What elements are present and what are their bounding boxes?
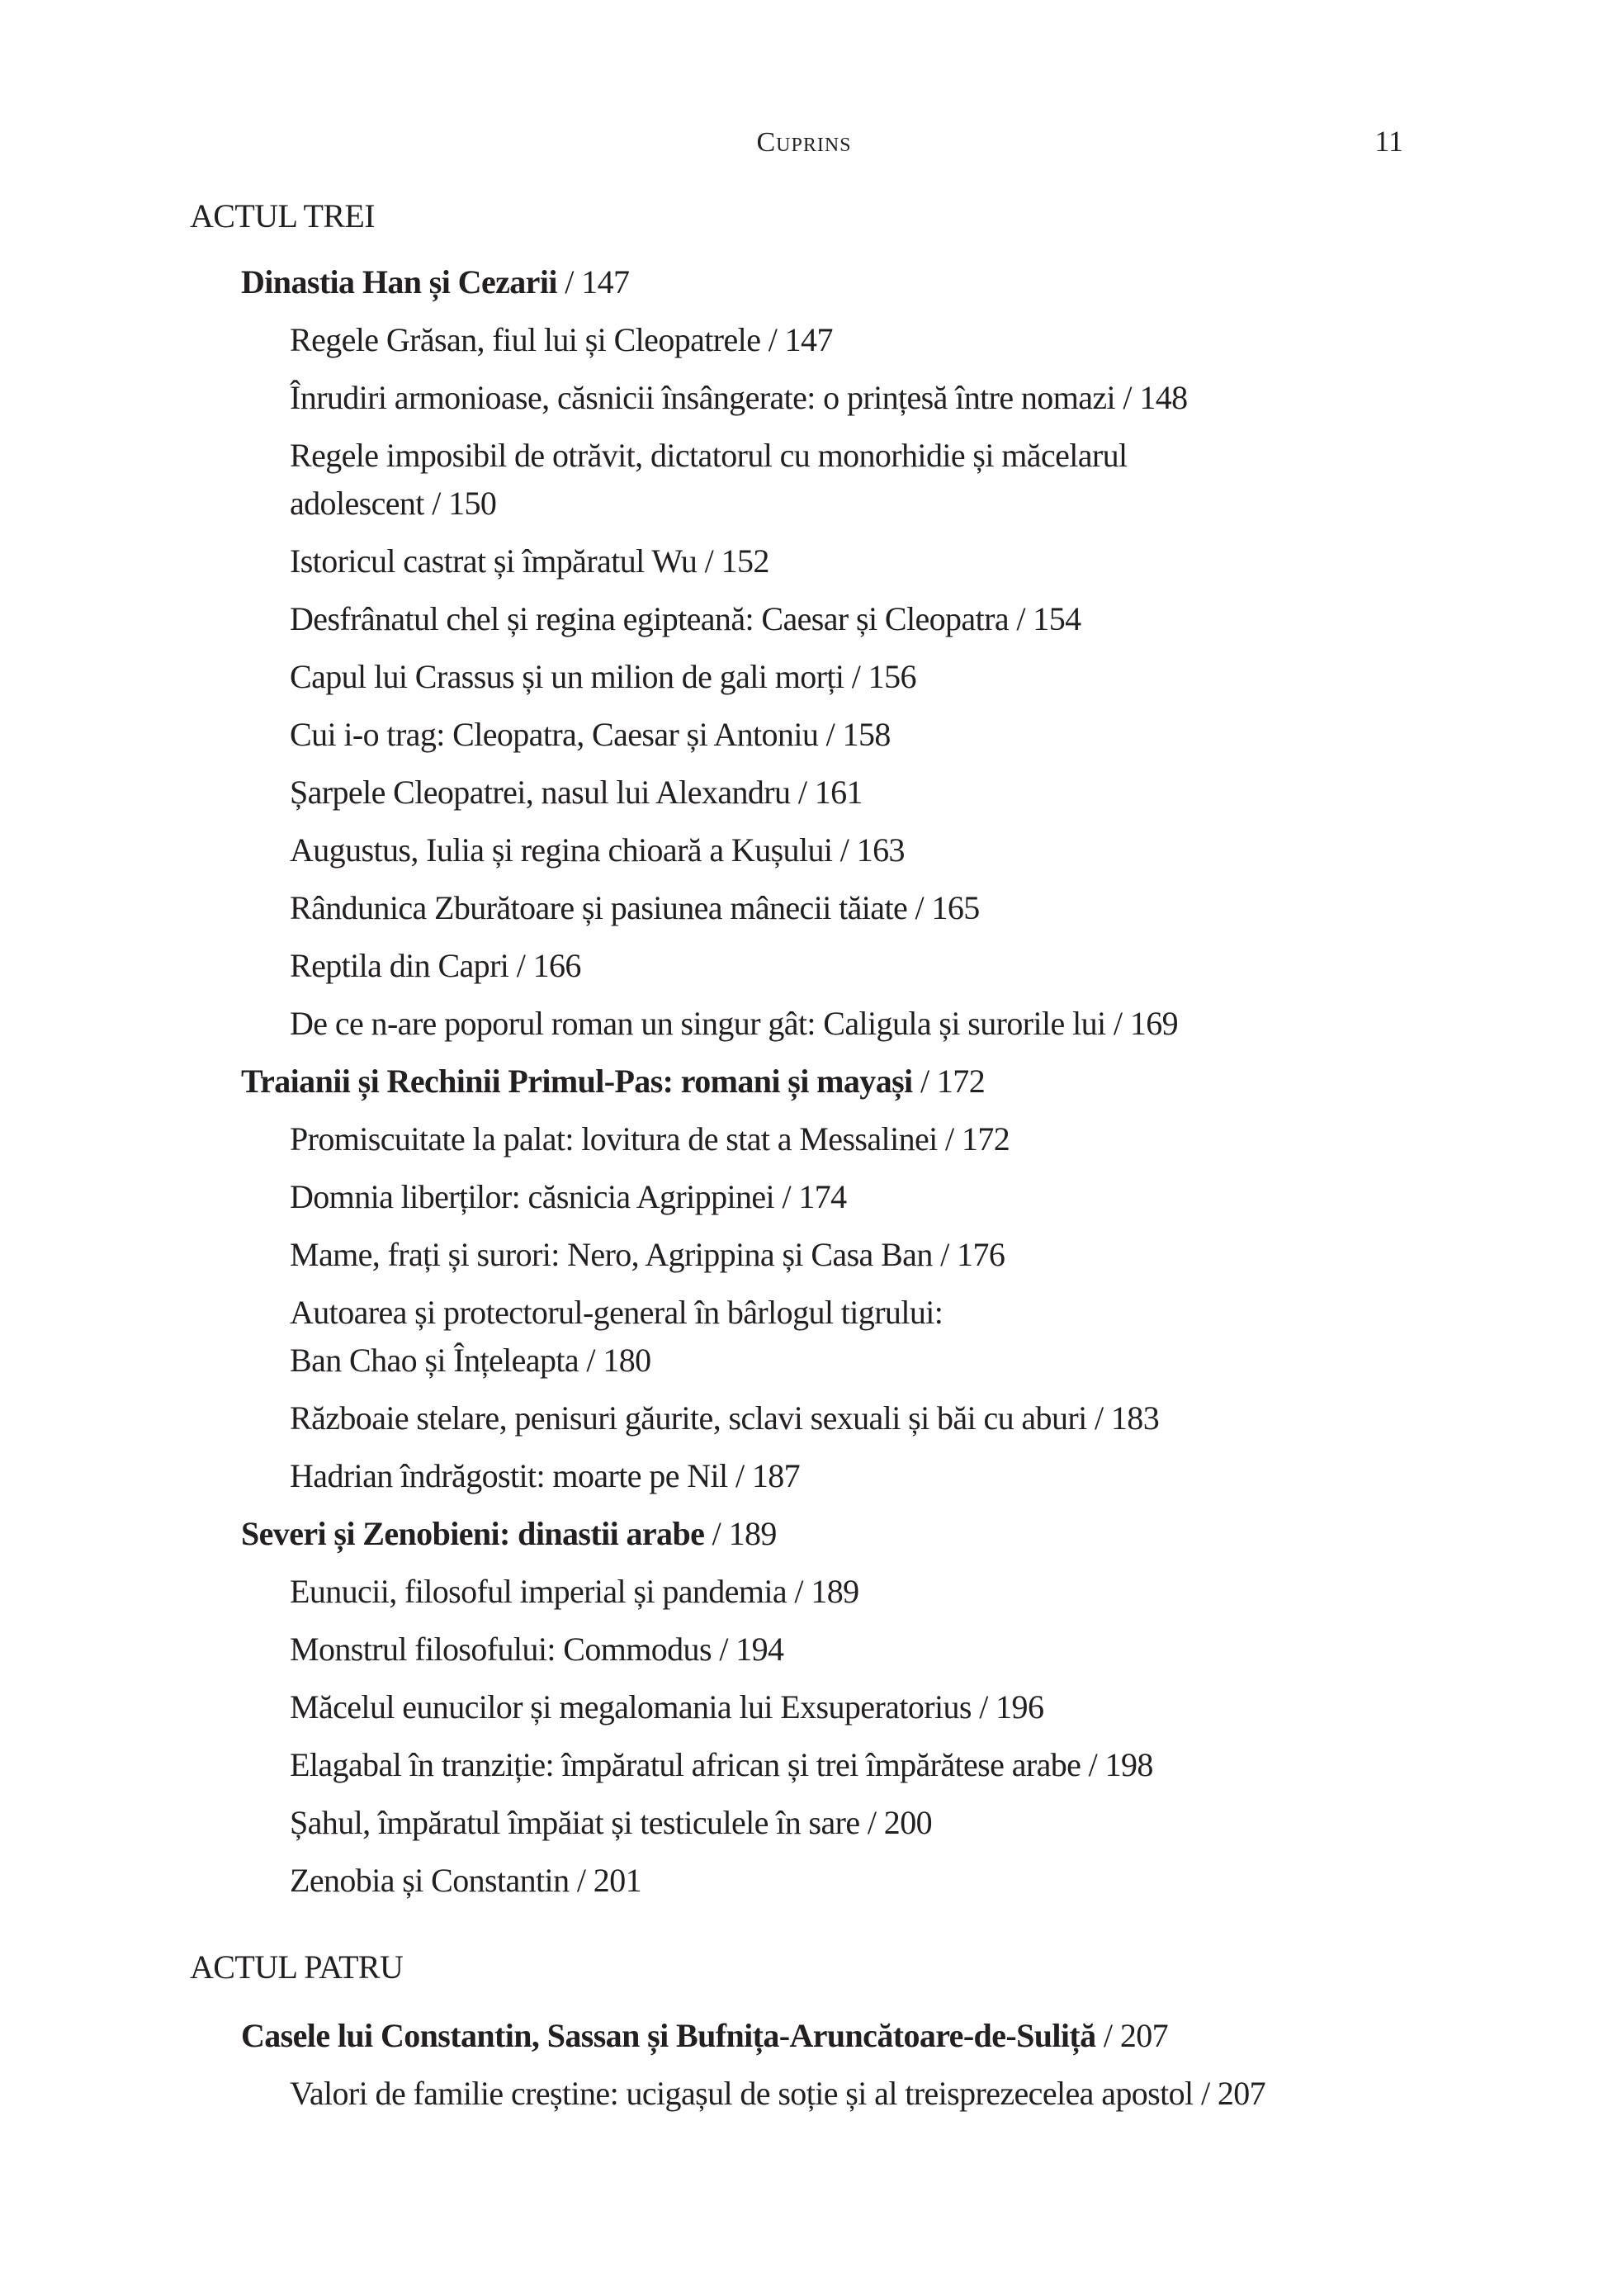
toc-entry: Istoricul castrat și împăratul Wu / 152: [290, 542, 769, 580]
toc-entry: Regele Grăsan, fiul lui și Cleopatrele / 147: [290, 321, 833, 358]
section-page: / 207: [1095, 2017, 1169, 2054]
toc-entry: [190, 427, 1265, 533]
toc-entry-line: Regele imposibil de otrăvit, dictatorul cu monorhidie și măcelarul: [290, 437, 1128, 474]
section-heading: [190, 253, 1265, 311]
section-heading: [190, 2007, 1265, 2065]
toc-entry: Șahul, împăratul împăiat și testiculele în sare / 200: [290, 1804, 933, 1841]
toc-entry: [190, 1284, 1265, 1389]
section-page: / 189: [704, 1515, 777, 1552]
act-heading: ACTUL TREI: [190, 197, 375, 234]
toc-entry: Eunucii, filosoful imperial și pandemia / 189: [290, 1573, 859, 1610]
toc-entry: Rândunica Zburătoare și pasiunea mânecii tăiate / 165: [290, 889, 980, 926]
running-title: Cuprins: [756, 127, 852, 158]
section-heading: [190, 1053, 1265, 1110]
act-heading: ACTUL PATRU: [190, 1948, 404, 1986]
toc-entry: Domnia liberților: căsnicia Agrippinei / 174: [290, 1178, 847, 1215]
section-title: Severi și Zenobieni: dinastii arabe: [241, 1515, 705, 1552]
toc-entry: Elagabal în tranziție: împăratul african și trei împărătese arabe / 198: [290, 1746, 1153, 1783]
toc-entry: Mame, frați și surori: Nero, Agrippina și Casa Ban / 176: [290, 1236, 1005, 1273]
toc-entry: Hadrian îndrăgostit: moarte pe Nil / 187: [290, 1457, 801, 1494]
toc-entry: Augustus, Iulia și regina chioară a Kușului / 163: [290, 831, 905, 869]
toc-entry: Reptila din Capri / 166: [290, 947, 581, 984]
toc-entry: Măcelul eunucilor și megalomania lui Exsuperatorius / 196: [290, 1688, 1044, 1726]
toc-entry: Promiscuitate la palat: lovitura de stat a Messalinei / 172: [290, 1120, 1010, 1157]
toc-entry: Desfrânatul chel și regina egipteană: Caesar și Cleopatra / 154: [290, 600, 1081, 637]
toc-entry: Războaie stelare, penisuri găurite, sclavi sexuali și băi cu aburi / 183: [290, 1399, 1160, 1437]
toc-entry: Monstrul filosofului: Commodus / 194: [290, 1631, 784, 1668]
page-number: 11: [1374, 125, 1403, 158]
toc-entry: Capul lui Crassus și un milion de gali morți / 156: [290, 658, 916, 695]
toc-entry: Șarpele Cleopatrei, nasul lui Alexandru / 161: [290, 774, 863, 811]
toc-entry: Zenobia și Constantin / 201: [290, 1862, 641, 1899]
toc-entry-line: Autoarea și protectorul-general în bârlogul tigrului:: [290, 1294, 944, 1331]
toc-entry: De ce n-are poporul roman un singur gât: Caligula și surorile lui / 169: [290, 1005, 1179, 1042]
section-title: Traianii și Rechinii Primul-Pas: romani și mayași: [241, 1063, 913, 1100]
table-of-contents: [190, 187, 1265, 2123]
toc-entry: Cui i-o trag: Cleopatra, Caesar și Antoniu / 158: [290, 716, 891, 753]
section-heading: [190, 1505, 1265, 1563]
toc-entry: Valori de familie creștine: ucigașul de soție și al treisprezecelea apostol / 207: [290, 2075, 1266, 2112]
section-title: Casele lui Constantin, Sassan și Bufnița-Aruncătoare-de-Suliță: [241, 2017, 1096, 2054]
section-page: / 172: [912, 1063, 986, 1100]
toc-entry: Înrudiri armonioase, căsnicii însângerate: o prințesă între nomazi / 148: [290, 379, 1188, 416]
section-title: Dinastia Han și Cezarii: [241, 263, 557, 301]
toc-entry-line: Ban Chao și Înțeleapta / 180: [290, 1342, 651, 1379]
toc-entry-line: adolescent / 150: [290, 485, 497, 522]
section-page: / 147: [556, 263, 630, 301]
